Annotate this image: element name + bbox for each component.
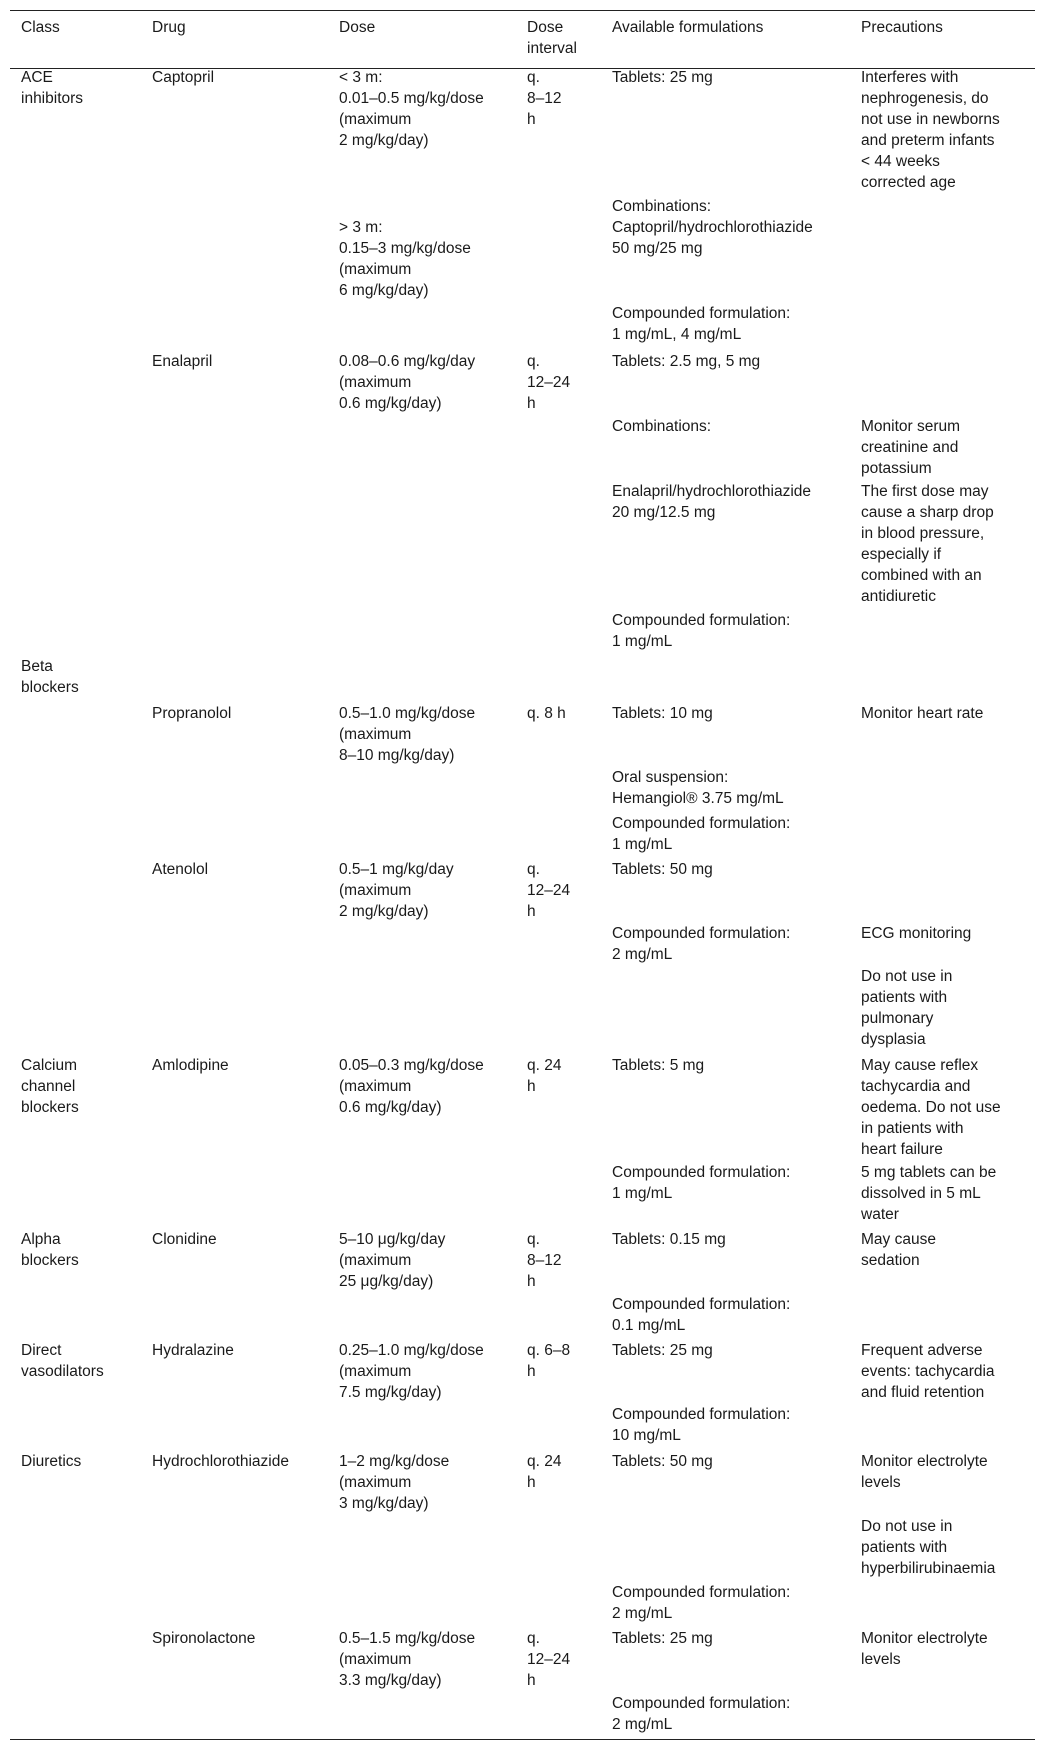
- class-vasodilators: Direct vasodilators: [21, 1342, 104, 1380]
- drug-hydrochlorothiazide: Hydrochlorothiazide: [152, 1453, 289, 1470]
- form-captopril-combo: Combinations: Captopril/hydrochlorothiazide 50 mg/25 mg: [612, 198, 813, 257]
- drug-captopril: Captopril: [152, 69, 215, 86]
- interval-captopril: q. 8–12 h: [527, 69, 562, 128]
- prec-enalapril-monitor: Monitor serum creatinine and potassium: [861, 418, 961, 477]
- prec-amlodipine-dissolve: 5 mg tablets can be dissolved in 5 mL water: [861, 1164, 997, 1223]
- form-spironolactone-tablets: Tablets: 25 mg: [612, 1630, 713, 1647]
- prec-enalapril-first-dose: The first dose may cause a sharp drop in blood pressure, especially if combined with an antidiuretic: [861, 483, 994, 605]
- form-spironolactone-compounded: Compounded formulation: 2 mg/mL: [612, 1695, 791, 1733]
- header-precautions: Precautions: [861, 19, 943, 36]
- drug-amlodipine: Amlodipine: [152, 1057, 229, 1074]
- form-hydrochlorothiazide-tablets: Tablets: 50 mg: [612, 1453, 713, 1470]
- class-beta: Beta blockers: [21, 658, 79, 696]
- drug-clonidine: Clonidine: [152, 1231, 217, 1248]
- form-amlodipine-compounded: Compounded formulation: 1 mg/mL: [612, 1164, 791, 1202]
- dose-propranolol: 0.5–1.0 mg/kg/dose (maximum 8–10 mg/kg/day): [339, 705, 476, 764]
- interval-hydrochlorothiazide: q. 24 h: [527, 1453, 562, 1491]
- drug-atenolol: Atenolol: [152, 861, 209, 878]
- interval-amlodipine: q. 24 h: [527, 1057, 562, 1095]
- dose-captopril-under3m: < 3 m: 0.01–0.5 mg/kg/dose (maximum 2 mg/kg/day): [339, 69, 484, 149]
- form-hydralazine-compounded: Compounded formulation: 10 mg/mL: [612, 1406, 791, 1444]
- form-enalapril-combo-detail: Enalapril/hydrochlorothiazide 20 mg/12.5 mg: [612, 483, 812, 521]
- class-ccb: Calcium channel blockers: [21, 1057, 79, 1116]
- form-hydrochlorothiazide-compounded: Compounded formulation: 2 mg/mL: [612, 1584, 791, 1622]
- interval-enalapril: q. 12–24 h: [527, 353, 571, 412]
- prec-hydralazine: Frequent adverse events: tachycardia and fluid retention: [861, 1342, 995, 1401]
- header-class: Class: [21, 19, 60, 36]
- dose-spironolactone: 0.5–1.5 mg/kg/dose (maximum 3.3 mg/kg/day): [339, 1630, 476, 1689]
- form-propranolol-compounded: Compounded formulation: 1 mg/mL: [612, 815, 791, 853]
- prec-captopril: Interferes with nephrogenesis, do not use in newborns and preterm infants < 44 weeks corrected age: [861, 69, 1000, 191]
- dose-amlodipine: 0.05–0.3 mg/kg/dose (maximum 0.6 mg/kg/day): [339, 1057, 484, 1116]
- drug-enalapril: Enalapril: [152, 353, 213, 370]
- header-dose: Dose: [339, 19, 376, 36]
- header-formulations: Available formulations: [612, 19, 764, 36]
- prec-hydrochlorothiazide-monitor: Monitor electrolyte levels: [861, 1453, 988, 1491]
- form-hydralazine-tablets: Tablets: 25 mg: [612, 1342, 713, 1359]
- form-captopril-compounded: Compounded formulation: 1 mg/mL, 4 mg/mL: [612, 305, 791, 343]
- form-clonidine-compounded: Compounded formulation: 0.1 mg/mL: [612, 1296, 791, 1334]
- dose-clonidine: 5–10 μg/kg/day (maximum 25 μg/kg/day): [339, 1231, 446, 1290]
- form-propranolol-suspension: Oral suspension: Hemangiol® 3.75 mg/mL: [612, 769, 784, 807]
- header-interval: Dose interval: [527, 19, 577, 57]
- prec-atenolol-dysplasia: Do not use in patients with pulmonary dysplasia: [861, 968, 953, 1048]
- drug-hydralazine: Hydralazine: [152, 1342, 234, 1359]
- header-drug: Drug: [152, 19, 186, 36]
- interval-atenolol: q. 12–24 h: [527, 861, 571, 920]
- dose-atenolol: 0.5–1 mg/kg/day (maximum 2 mg/kg/day): [339, 861, 454, 920]
- form-clonidine-tablets: Tablets: 0.15 mg: [612, 1231, 726, 1248]
- form-propranolol-tablets: Tablets: 10 mg: [612, 705, 713, 722]
- form-atenolol-tablets: Tablets: 50 mg: [612, 861, 713, 878]
- form-amlodipine-tablets: Tablets: 5 mg: [612, 1057, 705, 1074]
- form-atenolol-compounded: Compounded formulation: 2 mg/mL: [612, 925, 791, 963]
- interval-spironolactone: q. 12–24 h: [527, 1630, 571, 1689]
- prec-hydrochlorothiazide-bilirubin: Do not use in patients with hyperbilirubinaemia: [861, 1518, 996, 1577]
- prec-propranolol: Monitor heart rate: [861, 705, 984, 722]
- prec-amlodipine-reflex: May cause reflex tachycardia and oedema. Do not use in patients with heart failure: [861, 1057, 1001, 1158]
- interval-propranolol: q. 8 h: [527, 705, 566, 722]
- class-ace: ACE inhibitors: [21, 69, 84, 107]
- prec-atenolol-ecg: ECG monitoring: [861, 925, 972, 942]
- prec-spironolactone: Monitor electrolyte levels: [861, 1630, 988, 1668]
- interval-clonidine: q. 8–12 h: [527, 1231, 562, 1290]
- prec-clonidine: May cause sedation: [861, 1231, 936, 1269]
- form-enalapril-combo: Combinations:: [612, 418, 712, 435]
- form-captopril-tablets: Tablets: 25 mg: [612, 69, 713, 86]
- form-enalapril-tablets: Tablets: 2.5 mg, 5 mg: [612, 353, 761, 370]
- interval-hydralazine: q. 6–8 h: [527, 1342, 571, 1380]
- dose-captopril-over3m: > 3 m: 0.15–3 mg/kg/dose (maximum 6 mg/kg/day): [339, 219, 471, 299]
- dose-hydrochlorothiazide: 1–2 mg/kg/dose (maximum 3 mg/kg/day): [339, 1453, 450, 1512]
- dose-hydralazine: 0.25–1.0 mg/kg/dose (maximum 7.5 mg/kg/day): [339, 1342, 484, 1401]
- class-diuretics: Diuretics: [21, 1453, 82, 1470]
- dose-enalapril: 0.08–0.6 mg/kg/day (maximum 0.6 mg/kg/day): [339, 353, 476, 412]
- class-alpha: Alpha blockers: [21, 1231, 79, 1269]
- drug-spironolactone: Spironolactone: [152, 1630, 256, 1647]
- form-enalapril-compounded: Compounded formulation: 1 mg/mL: [612, 612, 791, 650]
- drug-propranolol: Propranolol: [152, 705, 232, 722]
